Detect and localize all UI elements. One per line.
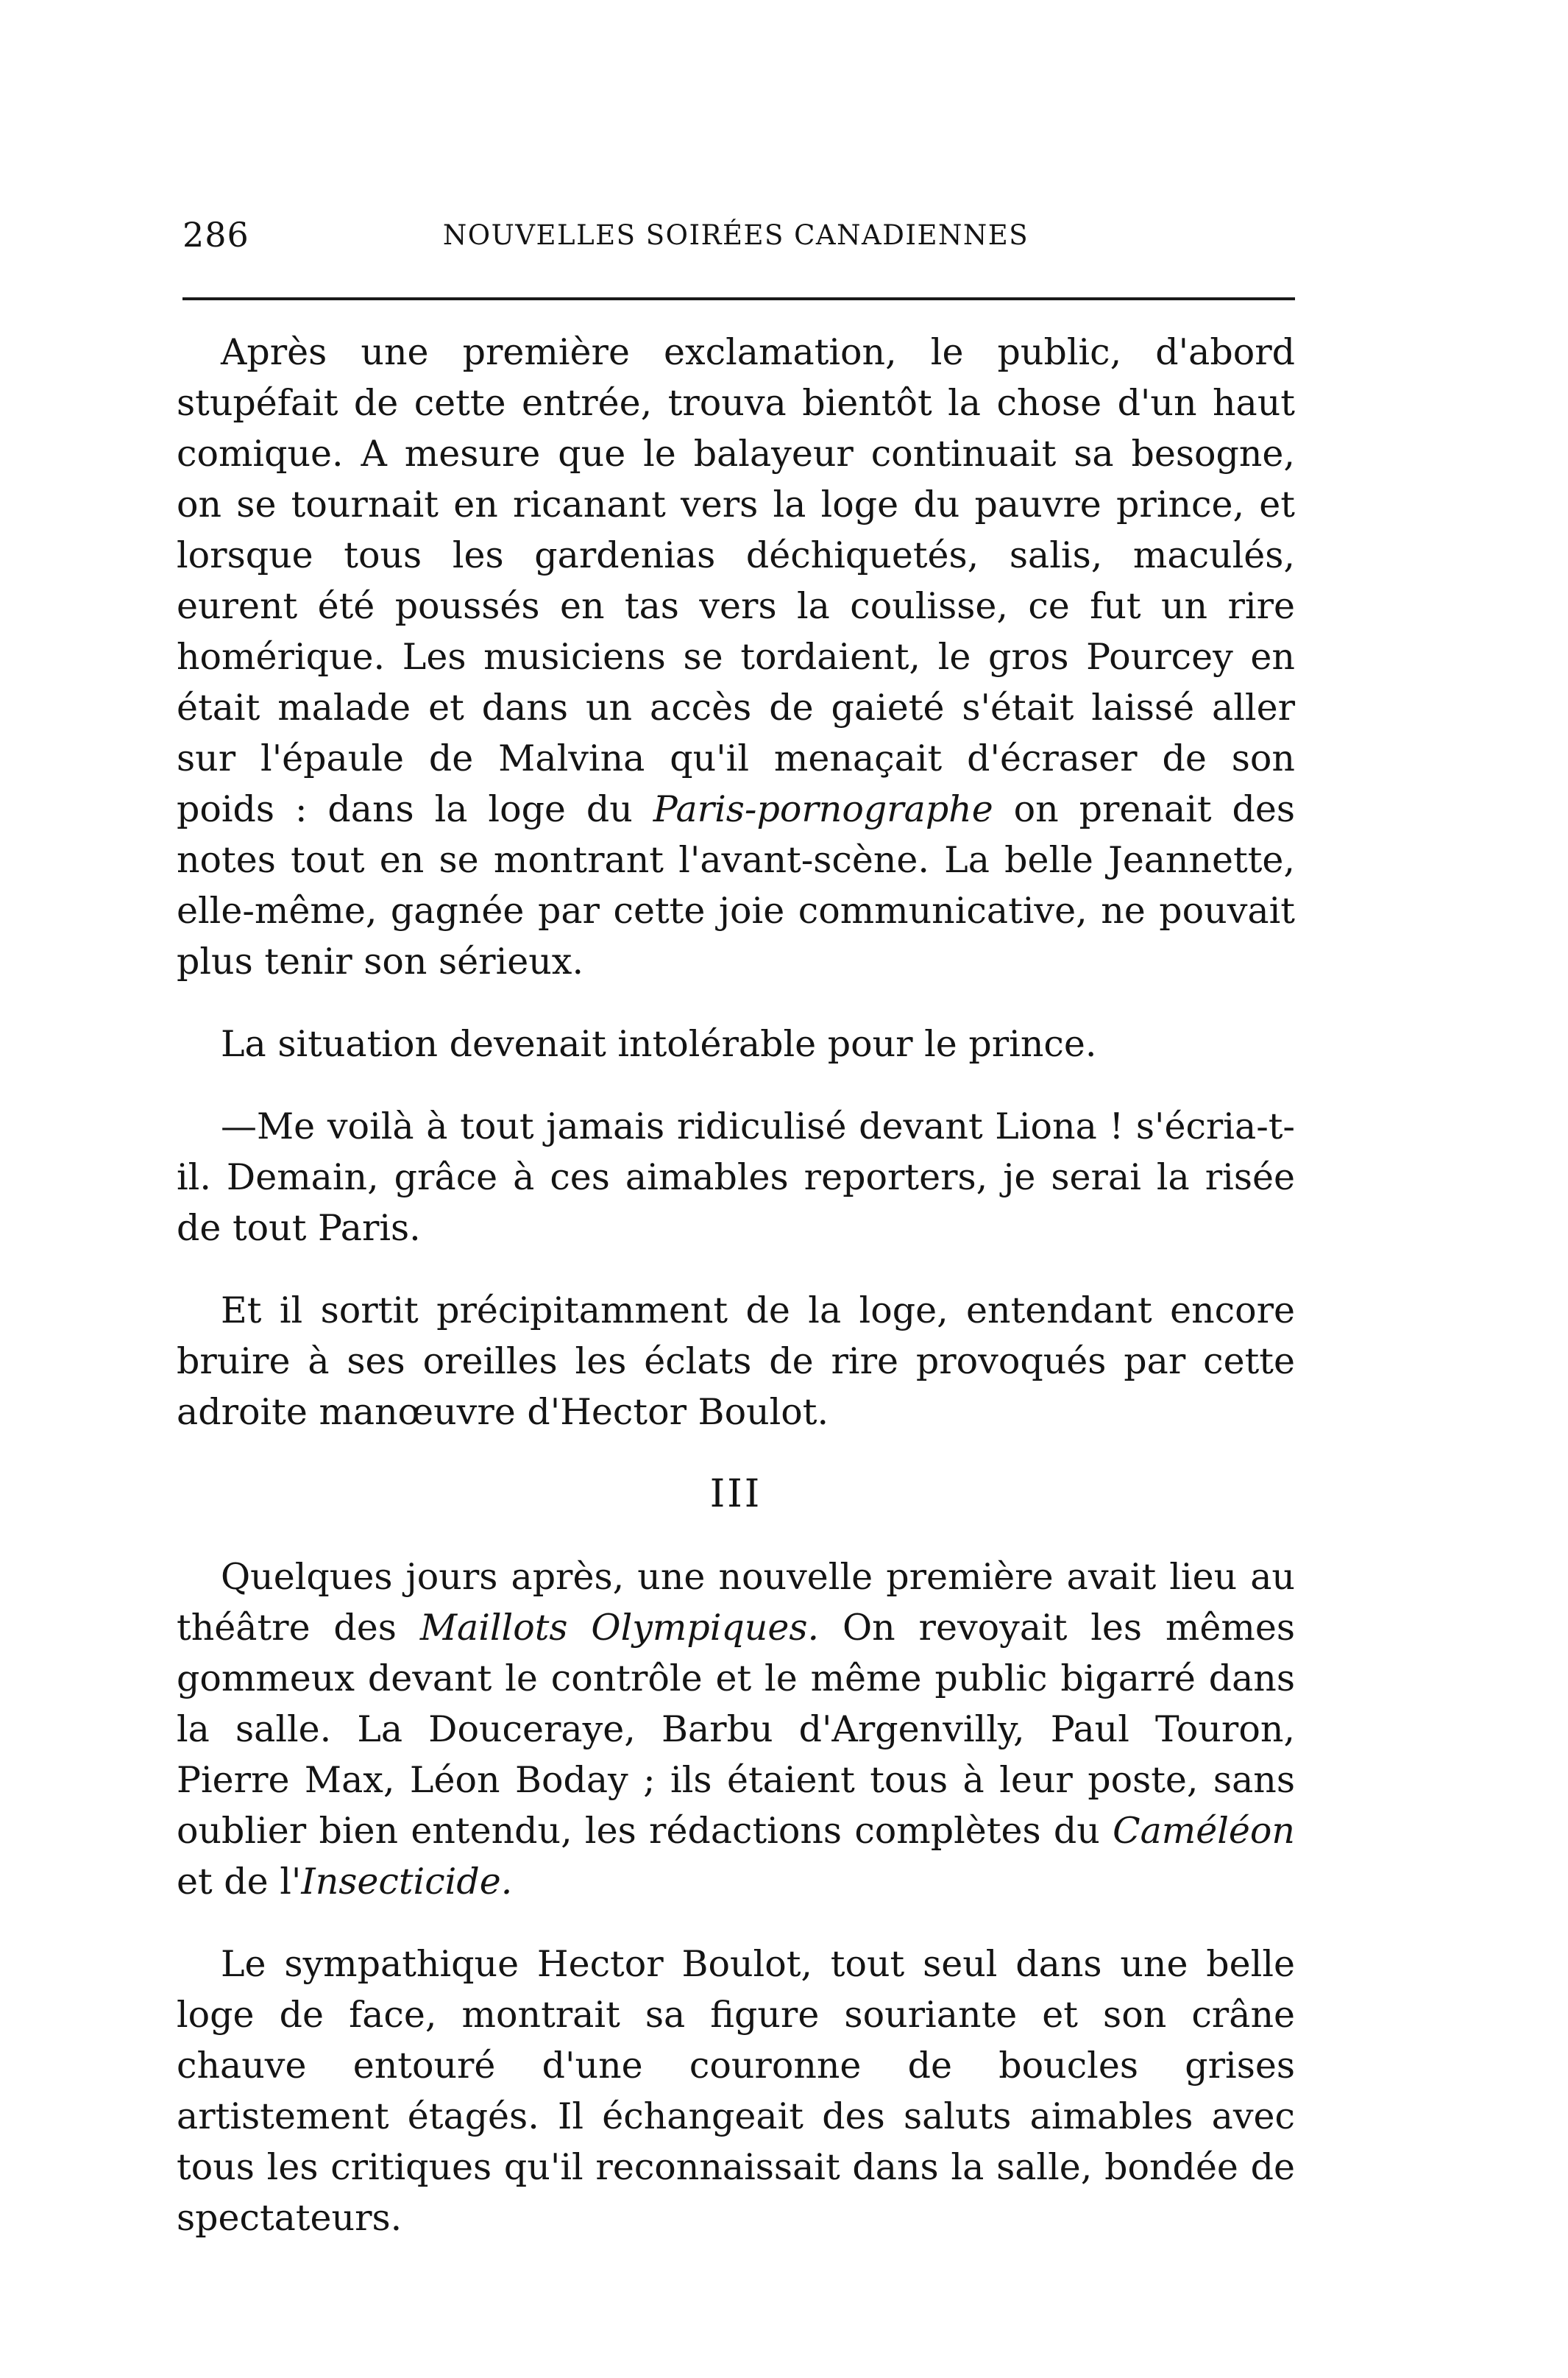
page-body <box>177 327 1295 2243</box>
paragraph-1-text-end: on prenait des notes tout en se montrant l'avant-scène. La belle Jeannette, elle-même, gagnée par cette joie communicative, ne pouvait plus tenir son sérieux. <box>177 788 1295 983</box>
paragraph-5-conjunction: et de l' <box>177 1861 302 1903</box>
paragraph-4: Et il sortit précipitamment de la loge, entendant encore bruire à ses oreilles les éclats de rire provoqués par cette adroite manœuvre d'Hector Boulot. <box>177 1289 1295 1433</box>
newspaper-title-cameleon: Caméléon <box>1113 1810 1295 1852</box>
paragraph-5 <box>177 1551 1295 1907</box>
newspaper-title-insecticide: Insecticide. <box>301 1861 513 1903</box>
paragraph-1-text: Après une première exclamation, le public, d'abord stupéfait de cette entrée, trouva bientôt la chose d'un haut comique. A mesure que le balayeur continuait sa besogne, on se tournait en ricanant vers la loge du pauvre prince, et lorsque tous les gardenias déchiquetés, salis, maculés, eurent été poussés en tas vers la coulisse, ce fut un rire homérique. Les musiciens se tordaient, le gros Pourcey en était malade et dans un accès de gaieté s'était laissé aller sur l'épaule de Malvina qu'il menaçait d'écraser de son poids : dans la loge du <box>177 331 1295 830</box>
page-number: 286 <box>182 215 249 255</box>
paragraph-5-text: Quelques jours après, une nouvelle première avait lieu au théâtre des <box>177 1556 1295 1649</box>
paragraph-3: —Me voilà à tout jamais ridiculisé devant Liona ! s'écria-t-il. Demain, grâce à ces aimables reporters, je serai la risée de tout Paris. <box>177 1105 1295 1249</box>
theatre-name: Maillots Olympiques. <box>419 1607 820 1649</box>
paragraph-2: La situation devenait intolérable pour le prince. <box>221 1023 1097 1065</box>
running-title: NOUVELLES SOIRÉES CANADIENNES <box>442 219 1029 251</box>
header-rule <box>182 297 1295 300</box>
section-heading: III <box>709 1472 762 1516</box>
paragraph-1 <box>177 327 1295 987</box>
paragraph-5-text-mid: On revoyait les mêmes gommeux devant le contrôle et le même public bigarré dans la salle. La Douceraye, Barbu d'Argenvilly, Paul Touron, Pierre Max, Léon Boday ; ils étaient tous à leur poste, sans oublier bien entendu, les rédactions complètes du <box>177 1607 1296 1852</box>
newspaper-title: Paris-pornographe <box>653 788 993 830</box>
paragraph-6: Le sympathique Hector Boulot, tout seul dans une belle loge de face, montrait sa figure souriante et son crâne chauve entouré d'une couronne de boucles grises artistement étagés. Il échangeait des saluts aimables avec tous les critiques qu'il reconnaissait dans la salle, bondée de spectateurs. <box>177 1943 1295 2239</box>
page-header <box>177 215 1295 259</box>
